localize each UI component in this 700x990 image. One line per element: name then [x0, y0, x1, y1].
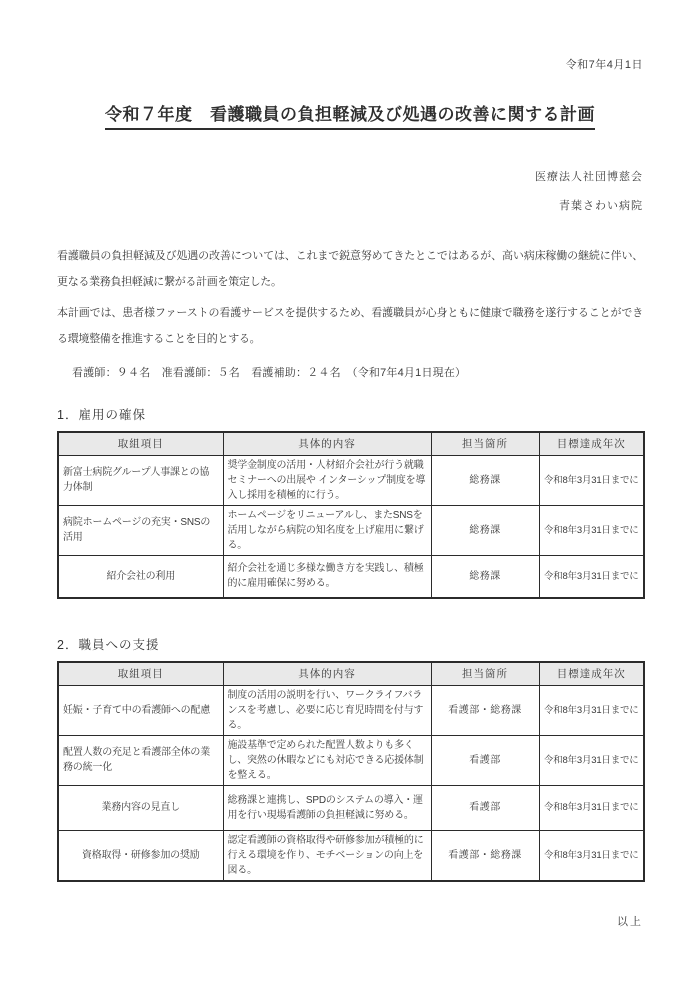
cell-item: 資格取得・研修参加の奨励: [58, 830, 223, 881]
column-header-detail: 具体的内容: [223, 662, 431, 685]
table-row: [58, 785, 644, 830]
cell-department: 総務課: [431, 505, 539, 555]
table-row: [58, 505, 644, 555]
hospital-name: 青葉さわい病院: [559, 200, 643, 212]
cell-detail: 施設基準で定められた配置人数よりも多くし、突然の休暇などにも対応できる応援体制を整える。: [223, 735, 431, 785]
cell-item: 病院ホームページの充実・SNSの活用: [58, 505, 223, 555]
table-row: [58, 830, 644, 881]
cell-department: 看護部: [431, 785, 539, 830]
page-title: 令和７年度 看護職員の負担軽減及び処遇の改善に関する計画: [105, 100, 595, 130]
table-header-row: [58, 432, 644, 455]
cell-item: 新富士病院グループ人事課との協力体制: [58, 455, 223, 505]
column-header-target: 目標達成年次: [539, 432, 644, 455]
column-header-department: 担当箇所: [431, 432, 539, 455]
cell-department: 看護部・総務課: [431, 830, 539, 881]
cell-detail: 総務課と連携し、SPDのシステムの導入・運用を行い現場看護師の負担軽減に努める。: [223, 785, 431, 830]
cell-target: 令和8年3月31日までに: [539, 685, 644, 735]
cell-item: 配置人数の充足と看護部全体の業務の統一化: [58, 735, 223, 785]
employment-table: [57, 431, 645, 599]
cell-detail: ホームページをリニューアルし、またSNSを活用しながら病院の知名度を上げ雇用に繋げる。: [223, 505, 431, 555]
cell-detail: 紹介会社を通じ多様な働き方を実践し、積極的に雇用確保に努める。: [223, 555, 431, 598]
column-header-item: 取組項目: [58, 432, 223, 455]
section-heading-employment: 1．雇用の確保: [57, 408, 146, 422]
table-header-row: [58, 662, 644, 685]
intro-paragraph: 看護職員の負担軽減及び処遇の改善については、これまで鋭意努めてきたとこではあるが、高い病床稼働の継続に伴い、更なる業務負担軽減に繋がる計画を策定した。: [57, 250, 643, 288]
cell-target: 令和8年3月31日までに: [539, 555, 644, 598]
table-row: [58, 735, 644, 785]
purpose-paragraph: 本計画では、患者様ファーストの看護サービスを提供するため、看護職員が心身ともに健康で職務を遂行することができる環境整備を推進することを目的とする。: [57, 307, 643, 345]
closing-text: 以上: [617, 915, 643, 928]
section-employment: [57, 407, 643, 599]
section-heading-support: 2．職員への支援: [57, 638, 160, 652]
table-row: [58, 685, 644, 735]
staff-count-line: 看護師：９４名 准看護師：５名 看護補助：２４名 （令和7年4月1日現在）: [72, 367, 467, 379]
organization-block: [57, 163, 643, 221]
cell-item: 業務内容の見直し: [58, 785, 223, 830]
cell-target: 令和8年3月31日までに: [539, 505, 644, 555]
cell-detail: 認定看護師の資格取得や研修参加が積極的に行える環境を作り、モチベーションの向上を図る。: [223, 830, 431, 881]
table-row: [58, 455, 644, 505]
table-row: [58, 555, 644, 598]
cell-target: 令和8年3月31日までに: [539, 735, 644, 785]
cell-item: 紹介会社の利用: [58, 555, 223, 598]
document-date: 令和7年4月1日: [565, 59, 643, 71]
cell-detail: 制度の活用の説明を行い、ワークライフバランスを考慮し、必要に応じ育児時間を付与する。: [223, 685, 431, 735]
support-table: [57, 661, 645, 882]
cell-department: 看護部・総務課: [431, 685, 539, 735]
organization-name: 医療法人社団博慈会: [535, 171, 643, 183]
cell-item: 妊娠・子育て中の看護師への配慮: [58, 685, 223, 735]
cell-department: 総務課: [431, 455, 539, 505]
section-support: [57, 637, 643, 882]
cell-detail: 奨学金制度の活用・人材紹介会社が行う就職セミナーへの出展や インターシップ制度を導入し採用を積極的に行う。: [223, 455, 431, 505]
cell-department: 総務課: [431, 555, 539, 598]
cell-target: 令和8年3月31日までに: [539, 455, 644, 505]
column-header-detail: 具体的内容: [223, 432, 431, 455]
cell-target: 令和8年3月31日までに: [539, 785, 644, 830]
title-container: [57, 100, 643, 130]
column-header-department: 担当箇所: [431, 662, 539, 685]
column-header-item: 取組項目: [58, 662, 223, 685]
cell-target: 令和8年3月31日までに: [539, 830, 644, 881]
column-header-target: 目標達成年次: [539, 662, 644, 685]
cell-department: 看護部: [431, 735, 539, 785]
